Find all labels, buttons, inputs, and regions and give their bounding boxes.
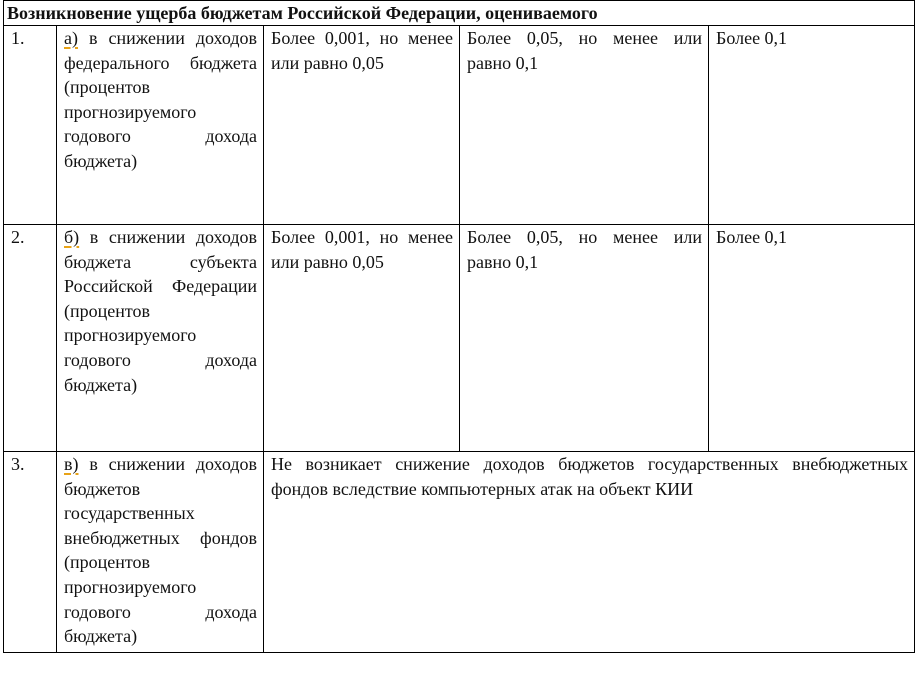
level-3-value: Более 0,1: [709, 26, 915, 225]
row-description: в снижении доходов федерального бюджета (процентов прогнозируемого годового дохода бюджета): [64, 28, 257, 171]
row-description-cell: [57, 452, 264, 653]
row-number: 2.: [4, 225, 57, 452]
level-2-value: Более 0,05, но менее или равно 0,1: [460, 225, 709, 452]
level-1-value: Более 0,001, но менее или равно 0,05: [264, 225, 460, 452]
table-row: [4, 225, 915, 452]
merged-value: Не возникает снижение доходов бюджетов государственных внебюджетных фондов вследствие компьютерных атак на объект КИИ: [264, 452, 915, 653]
item-letter: а): [64, 28, 78, 48]
row-description: в снижении доходов бюджетов государственных внебюджетных фондов (процентов прогнозируемого годового дохода бюджета): [64, 454, 257, 647]
level-3-value: Более 0,1: [709, 225, 915, 452]
level-1-value: Более 0,001, но менее или равно 0,05: [264, 26, 460, 225]
level-2-value: Более 0,05, но менее или равно 0,1: [460, 26, 709, 225]
table-heading: Возникновение ущерба бюджетам Российской Федерации, оцениваемого: [4, 1, 915, 26]
row-description: в снижении доходов бюджета субъекта Российской Федерации (процентов прогнозируемого годового дохода бюджета): [64, 227, 257, 395]
budget-damage-criteria-table: [3, 0, 915, 653]
item-letter: в): [64, 454, 79, 474]
item-letter: б): [64, 227, 80, 247]
row-description-cell: [57, 26, 264, 225]
table-row: [4, 26, 915, 225]
row-number: 3.: [4, 452, 57, 653]
row-number: 1.: [4, 26, 57, 225]
table-row: [4, 452, 915, 653]
table-heading-row: [4, 1, 915, 26]
row-description-cell: [57, 225, 264, 452]
